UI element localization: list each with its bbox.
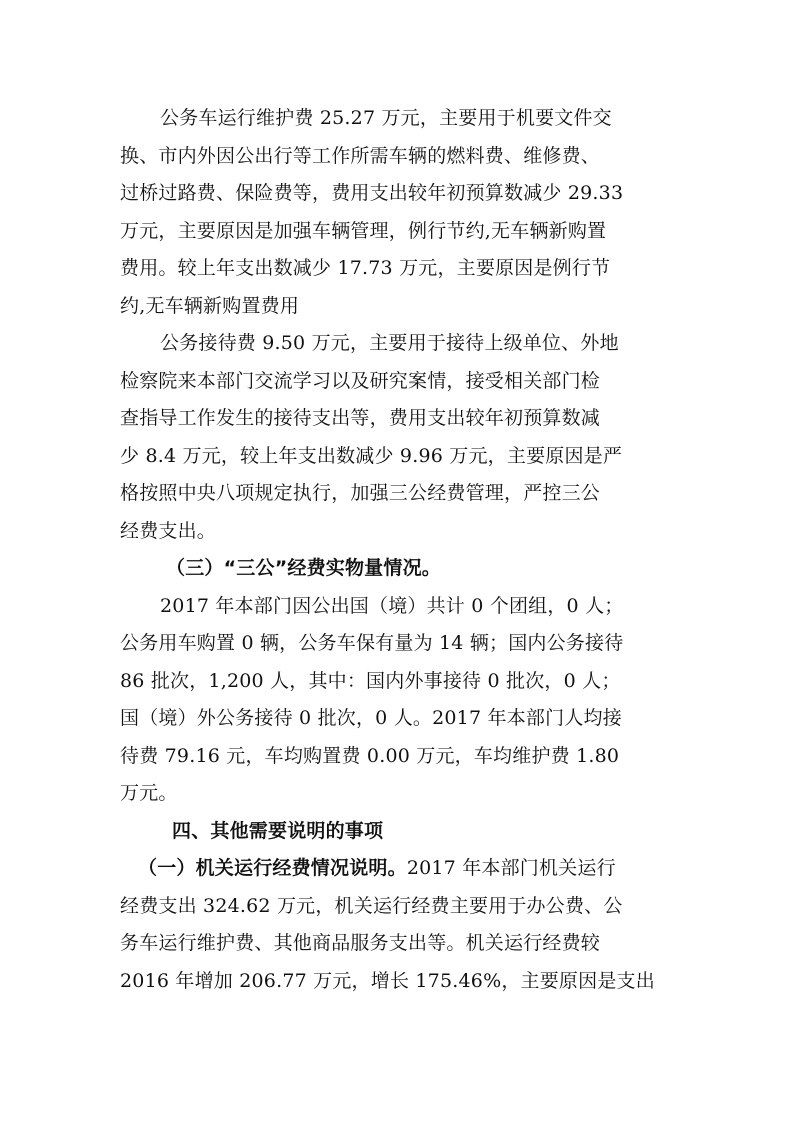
text-line: 查指导工作发生的接待支出等，费用支出较年初预算数减 <box>120 407 601 429</box>
text-line: 国（境）外公务接待 0 批次，0 人。2017 年本部门人均接 <box>120 707 622 729</box>
paragraph-physical-quantity <box>120 588 680 813</box>
paragraph-vehicle-maintenance <box>120 100 680 325</box>
paragraph-official-reception <box>120 325 680 550</box>
text-line: 过桥过路费、保险费等，费用支出较年初预算数减少 29.33 <box>120 182 624 204</box>
text-line: 约,无车辆新购置费用 <box>120 294 300 317</box>
text-line: 少 8.4 万元，较上年支出数减少 9.96 万元，主要原因是严 <box>120 444 623 467</box>
text-line: 万元。 <box>120 782 178 804</box>
text-line: 2016 年增加 206.77 万元，增长 175.46%，主要原因是支出 <box>120 969 655 992</box>
text-line <box>120 850 680 888</box>
text-line: 2017 年本部门因公出国（境）共计 0 个团组，0 人； <box>160 594 624 617</box>
text-line: 费用。较上年支出数减少 17.73 万元，主要原因是例行节 <box>120 257 611 279</box>
section-heading-other-matters: 四、其他需要说明的事项 <box>172 819 384 842</box>
paragraph-operating-expenses <box>120 850 680 1000</box>
text-line: 务车运行维护费、其他商品服务支出等。机关运行经费较 <box>120 932 601 954</box>
text-line: 万元，主要原因是加强车辆管理，例行节约,无车辆新购置 <box>120 219 607 242</box>
section-heading-three-public-quantity: （三）“三公”经费实物量情况。 <box>166 557 441 579</box>
text-line: 格按照中央八项规定执行，加强三公经费管理，严控三公 <box>120 482 601 504</box>
subheading-operating-expenses: （一）机关运行经费情况说明。 <box>138 857 407 879</box>
text-line: 检察院来本部门交流学习以及研究案情，接受相关部门检 <box>120 369 601 392</box>
text-line: 经费支出。 <box>120 519 217 542</box>
text-line: 经费支出 324.62 万元，机关运行经费主要用于办公费、公 <box>120 894 623 917</box>
text-line: 待费 79.16 元，车均购置费 0.00 万元，车均维护费 1.80 <box>120 744 620 767</box>
document-page <box>120 100 680 1000</box>
text-line: 公务车运行维护费 25.27 万元，主要用于机要文件交 <box>160 107 612 129</box>
text-run: 2017 年本部门机关运行 <box>406 857 616 879</box>
text-line: 公务接待费 9.50 万元，主要用于接待上级单位、外地 <box>160 332 619 354</box>
text-line: 86 批次，1,200 人，其中：国内外事接待 0 批次，0 人； <box>120 669 621 692</box>
text-line: 公务用车购置 0 辆，公务车保有量为 14 辆；国内公务接待 <box>120 632 624 654</box>
text-line: 换、市内外因公出行等工作所需车辆的燃料费、维修费、 <box>120 144 601 167</box>
